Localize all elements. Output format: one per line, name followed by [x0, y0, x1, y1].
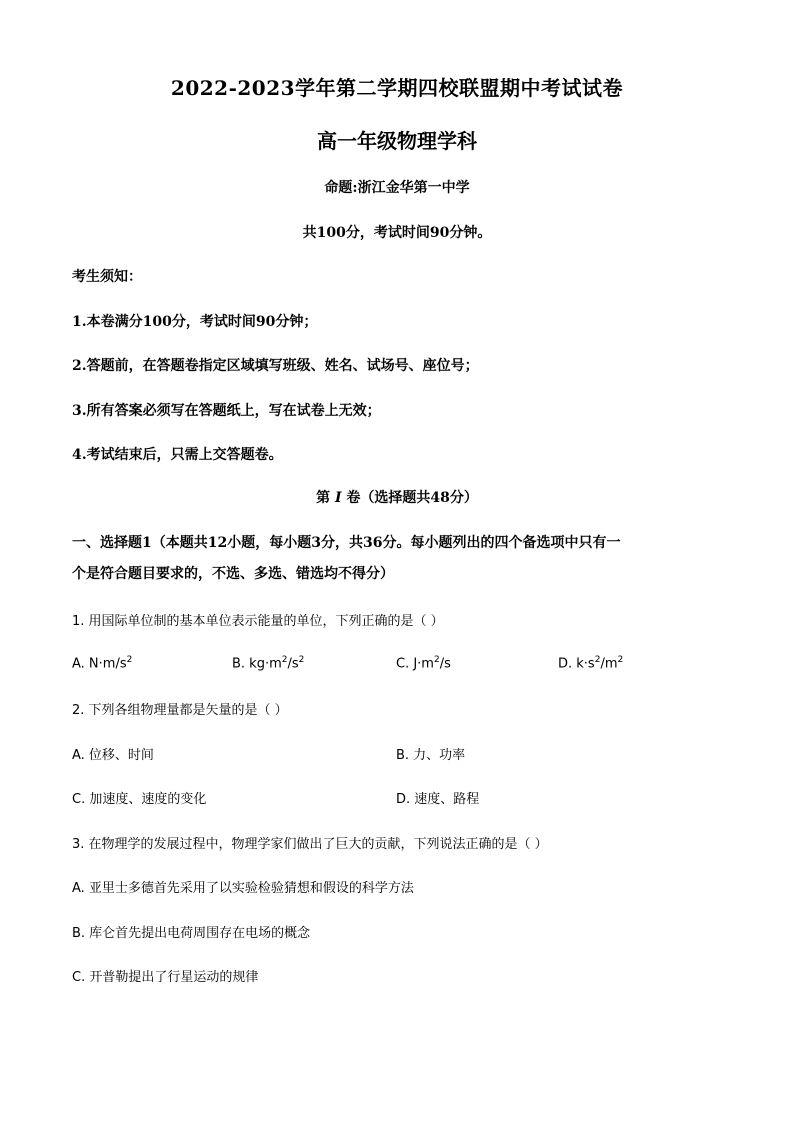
- question-2-option-c: C. 加速度、速度的变化: [72, 792, 207, 807]
- section-instructions-line-1: 一、选择题1（本题共12小题，每小题3分，共36分。每小题列出的四个备选项中只有一: [72, 535, 621, 551]
- question-3-option-c: C. 开普勒提出了行星运动的规律: [72, 970, 259, 985]
- question-1-stem: 1. 用国际单位制的基本单位表示能量的单位，下列正确的是（ ）: [72, 614, 444, 629]
- exam-score-info: 共100分，考试时间90分钟。: [302, 225, 492, 241]
- notice-item-4: 4.考试结束后，只需上交答题卷。: [72, 447, 283, 463]
- part-prefix: 第: [316, 490, 331, 506]
- section-instructions-line-2: 个是符合题目要求的，不选、多选、错选均不得分）: [72, 566, 394, 582]
- notice-item-3: 3.所有答案必须写在答题纸上，写在试卷上无效；: [72, 403, 381, 419]
- question-2-option-b: B. 力、功率: [396, 748, 466, 763]
- notice-item-2: 2.答题前，在答题卷指定区域填写班级、姓名、试场号、座位号；: [72, 358, 479, 374]
- question-1-option-b: B. $kg\cdot m^2/s^2$: [232, 655, 305, 672]
- question-3-option-b: B. 库仑首先提出电荷周围存在电场的概念: [72, 926, 311, 941]
- notice-item-1: 1.本卷满分100分，考试时间90分钟；: [72, 314, 318, 330]
- exam-title: 2022-2023学年第二学期四校联盟期中考试试卷: [170, 76, 624, 100]
- question-2-stem: 2. 下列各组物理量都是矢量的是（ ）: [72, 703, 288, 718]
- question-1-option-a: A. $N\cdot m/s^2$: [72, 655, 133, 672]
- part-heading: [0, 487, 794, 507]
- question-1-option-c: C. $J\cdot m^2/s$: [396, 655, 451, 672]
- part-suffix: 卷（选择题共48分）: [346, 490, 478, 506]
- exam-subtitle: 高一年级物理学科: [317, 129, 477, 153]
- notice-heading: 考生须知：: [72, 269, 142, 285]
- part-numeral: I: [334, 490, 342, 506]
- question-3-option-a: A. 亚里士多德首先采用了以实验检验猜想和假设的科学方法: [72, 881, 414, 896]
- question-1-option-d: D. $k\cdot s^2/m^2$: [558, 655, 624, 672]
- question-2-option-a: A. 位移、时间: [72, 748, 154, 763]
- question-2-option-d: D. 速度、路程: [396, 792, 480, 807]
- exam-author: 命题:浙江金华第一中学: [324, 180, 470, 196]
- question-3-stem: 3. 在物理学的发展过程中，物理学家们做出了巨大的贡献，下列说法正确的是（ ）: [72, 837, 548, 852]
